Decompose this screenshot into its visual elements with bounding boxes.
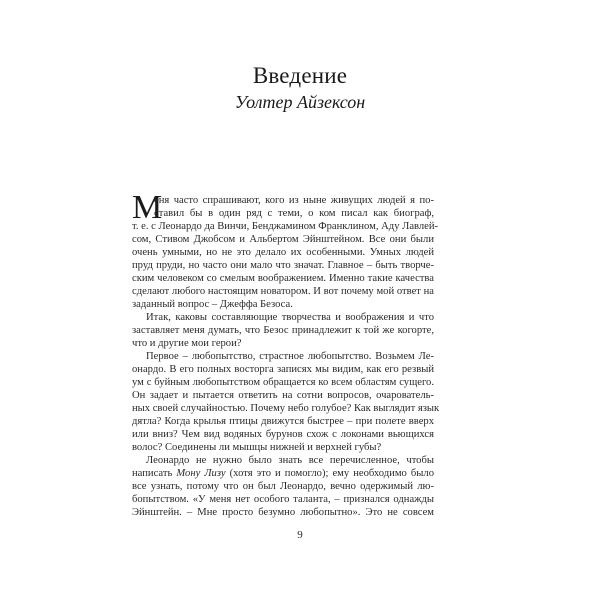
text-line: онардо. В его полных восторга записях мы видим, как его резвый — [132, 364, 434, 375]
italic-title: Мону Лизу — [176, 468, 226, 479]
text-line: ставил бы в один ряд с теми, о ком писал как биограф, — [154, 208, 434, 219]
text-line: Леонардо не нужно было знать все перечисленное, чтобы — [146, 455, 434, 466]
text-line: сделают любого настоящим новатором. И вот почему мой ответ на — [132, 286, 434, 297]
text-line: Он задает и пытается ответить на сотни вопросов, очарователь- — [132, 390, 434, 401]
text-line: Первое – любопытство, страстное любопытство. Возьмем Ле- — [146, 351, 434, 362]
text-line: сом, Стивом Джобсом и Альбертом Эйнштейном. Все они были — [132, 234, 434, 245]
text-line: заданный вопрос – Джеффа Безоса. — [132, 299, 293, 310]
chapter-author: Уолтер Айзексон — [234, 92, 366, 112]
text-line: т. е. с Леонардо да Винчи, Бенджамином Франклином, Аду Лавлей- — [132, 221, 439, 232]
text-line: ским человеком со смелым воображением. Именно такие качества — [132, 273, 434, 284]
text-line — [132, 467, 434, 480]
text-fragment: (хотя это и помогло); ему необходимо было — [229, 468, 434, 479]
text-line: все узнать, потому что он был Леонардо, вечно одержимый лю- — [132, 481, 434, 492]
text-line: волос? Соединены ли мышцы нижней и верхней губы? — [132, 442, 382, 453]
text-line: бопытством. «У меня нет особого таланта, – признался однажды — [132, 494, 434, 505]
drop-cap: М — [132, 189, 163, 226]
text-line: очень умными, но не это делало их особенными. Умных людей — [132, 247, 434, 258]
text-line: ных своей случайностью. Почему небо голубое? Как выглядит язык — [132, 403, 440, 414]
text-line: или вниз? Чем вид водяных бурунов схож с локонами вьющихся — [132, 429, 434, 440]
text-fragment: написать — [132, 468, 173, 479]
body-text — [132, 189, 440, 519]
chapter-title: Введение — [252, 63, 348, 88]
text-line: пруд пруди, но часто они мало что значат. Главное – быть творче- — [132, 260, 434, 271]
page-number: 9 — [297, 529, 303, 541]
text-line: ум с буйным любопытством обращается ко всем областям сущего. — [132, 377, 434, 388]
text-line: Итак, каковы составляющие творчества и воображения и что — [146, 312, 434, 323]
text-line: что и другие мои герои? — [132, 338, 242, 349]
text-line: Эйнштейн. – Мне просто безумно любопытно». Это не совсем — [132, 507, 434, 518]
text-line: дятла? Когда крылья птицы движутся быстрее – при полете вверх — [132, 416, 434, 427]
text-line: заставляет меня думать, что Безос принадлежит к той же когорте, — [132, 325, 434, 336]
text-line: еня часто спрашивают, кого из ныне живущих людей я по- — [154, 195, 434, 206]
